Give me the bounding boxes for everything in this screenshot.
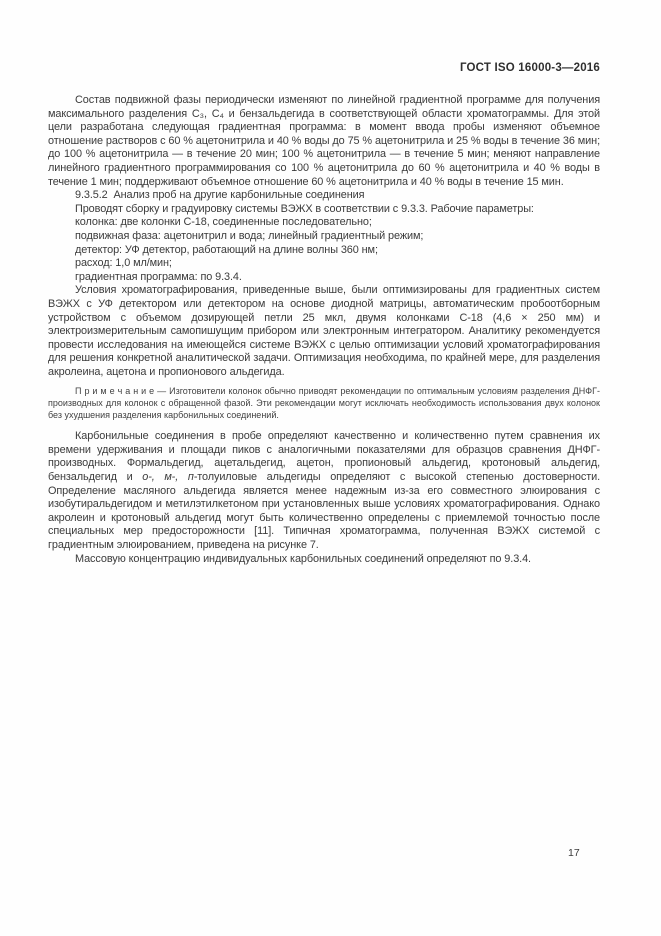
paragraph-mobile-phase: Состав подвижной фазы периодически изменяют по линейной градиентной программе для получения максимального разделения C₃, C₄ и бензальдегида в соответствующей области хроматограммы. Для этой цели разработана следующая градиентная программа: в момент ввода пробы изменяют объемное отношение растворов с 60 % ацетонитрила и 40 % воды до 75 % ацетонитрила и 25 % воды в течение 36 мин; до 100 % ацетонитрила — в течение 20 мин; 100 % ацетонитрила — в течение 5 мин; меняют направление линейного градиентного программирования со 100 % ацетонитрила до 60 % ацетонитрила и 40 % воды в течение 1 мин; поддерживают объемное отношение 60 % ацетонитрила и 40 % воды в течение 15 мин. — [48, 94, 600, 188]
param-line-detector: детектор: УФ детектор, работающий на длине волны 360 нм; — [75, 243, 378, 256]
paragraph-carbonyl-identification — [48, 430, 600, 552]
param-line-mobile-phase: подвижная фаза: ацетонитрил и вода; линейный градиентный режим; — [75, 229, 424, 242]
paragraph-setup-intro: Проводят сборку и градуировку системы ВЭЖХ в соответствии с 9.3.3. Рабочие параметры: — [75, 202, 534, 215]
note-block — [48, 386, 600, 422]
paragraph-mass-concentration: Массовую концентрацию индивидуальных карбонильных соединений определяют по 9.3.4. — [75, 552, 531, 565]
section-heading-9-3-5-2: 9.3.5.2 Анализ проб на другие карбонильные соединения — [75, 189, 365, 202]
note-text: — Изготовители колонок обычно приводят рекомендации по оптимальным условиям разделения ДНФГ-производных для колонок с обращенной фазой. Эти рекомендации могут исключать необходимость использования двух колонок без ухудшения разделения карбонильных соединений. — [48, 386, 600, 421]
paragraph-carbonyl-italic-isomers: о-, м-, п- — [142, 470, 198, 483]
document-body — [48, 94, 600, 566]
param-line-column: колонка: две колонки С-18, соединенные последовательно; — [75, 216, 372, 229]
paragraph-carbonyl-part2: толуиловые альдегиды определяют с высокой степенью достоверности. Определение масляного альдегида является менее надежным из-за его совместного элюирования с изобутиральдегидом и метилэтилкетоном при установленных выше условиях хроматографирования. Однако акролеин и кротоновый альдегид могут быть количественно определены с приемлемой точностью после специальных мер предосторожности [11]. Типичная хроматограмма, полученная ВЭЖХ системой с градиентным элюированием, приведена на рисунке 7. — [48, 470, 600, 551]
param-line-flow-rate: расход: 1,0 мл/мин; — [75, 257, 172, 270]
param-line-gradient-program: градиентная программа: по 9.3.4. — [75, 270, 242, 283]
paragraph-chromatography-conditions: Условия хроматографирования, приведенные выше, были оптимизированы для градиентных систем ВЭЖХ с УФ детектором или детектором на основе диодной матрицы, автоматическим пробоотборным устройством с объемом дозирующей петли 25 мкл, двумя колонками С-18 (4,6 × 250 мм) и электроизмерительным самопишущим прибором или электронным интегратором. Аналитику рекомендуется провести исследования на имеющейся системе ВЭЖХ с целью оптимизации условий хроматографирования для решения конкретной аналитической задачи. Оптимизация необходима, по крайней мере, для разделения акролеина, ацетона и пропионового альдегида. — [48, 284, 600, 378]
page-number: 17 — [568, 847, 580, 859]
document-header: ГОСТ ISO 16000-3—2016 — [459, 62, 600, 74]
paragraph-carbonyl-part1: Карбонильные соединения в пробе определяют качественно и количественно путем сравнения их времени удерживания и площади пиков с аналогичными показателями для образцов сравнения ДНФГ-производных. Формальдегид, ацетальдегид, ацетон, пропионовый альдегид, кротоновый альдегид, бензальдегид и — [48, 430, 600, 483]
note-label: П р и м е ч а н и е — [75, 386, 155, 397]
